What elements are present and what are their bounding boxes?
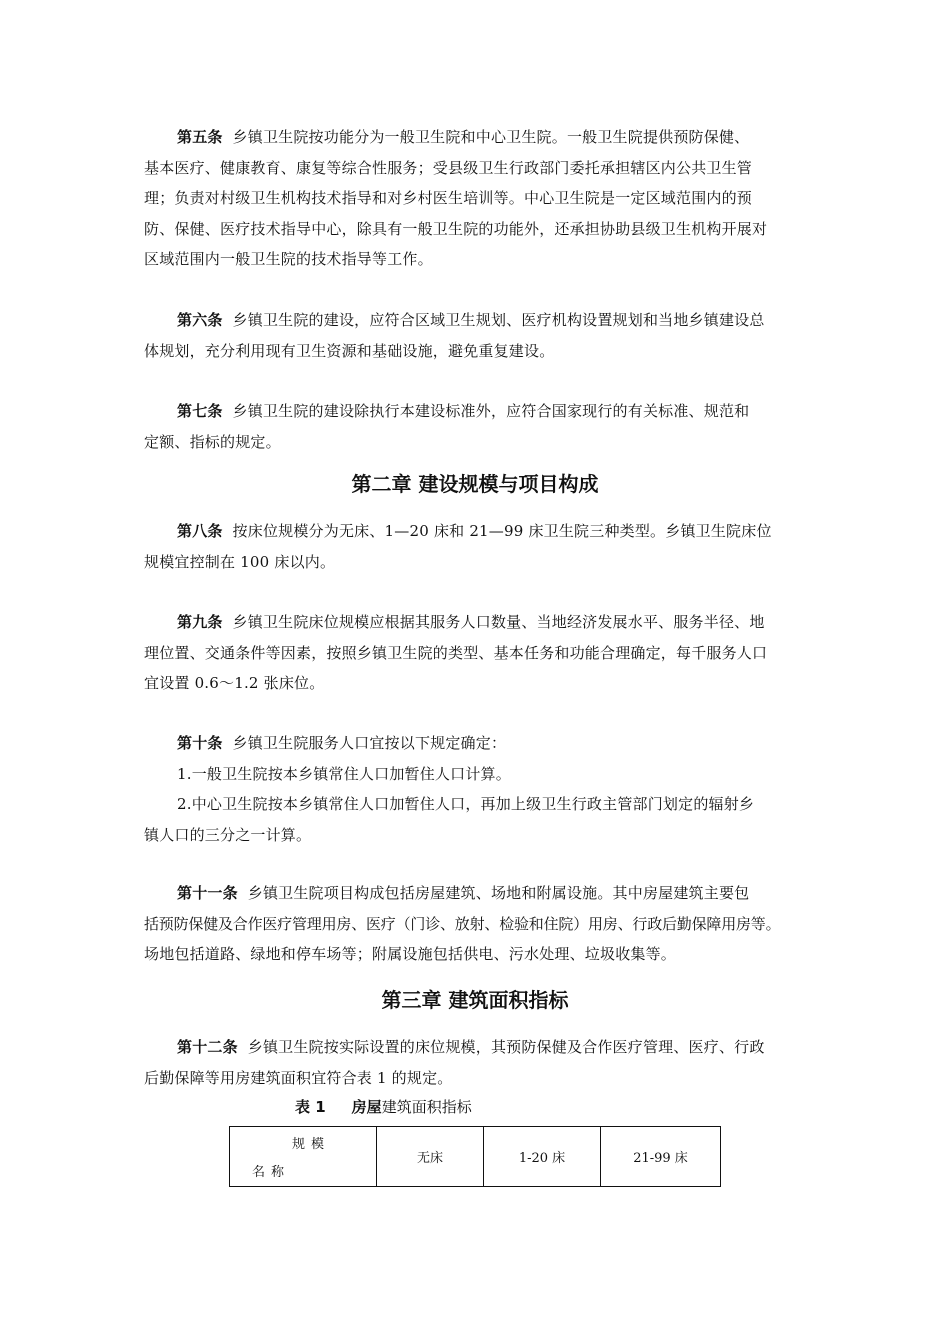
article-10-title: 第十条 [177, 734, 223, 752]
article-11-line-3: 场地包括道路、绿地和停车场等；附属设施包括供电、污水处理、垃圾收集等。 [144, 945, 677, 963]
column-no-bed: 无床 [377, 1127, 484, 1187]
article-10-tail: 镇人口的三分之一计算。 [144, 825, 312, 844]
header-scale-label: 规模 [292, 1137, 331, 1152]
article-10-line-1: 乡镇卫生院服务人口宜按以下规定确定： [232, 734, 507, 752]
article-11-title: 第十一条 [177, 884, 238, 902]
article-9-title: 第九条 [177, 613, 223, 631]
article-8-title: 第八条 [177, 522, 223, 540]
article-11-line-2: 括预防保健及合作医疗管理用房、医疗（门诊、放射、检验和住院）用房、行政后勤保障用房等。 [144, 914, 781, 933]
article-12 [144, 1032, 820, 1093]
article-10 [144, 728, 820, 850]
table-1-caption [295, 1096, 472, 1117]
table-1 [229, 1126, 721, 1187]
table-1-name-bold: 房屋 [351, 1098, 382, 1116]
article-7-line-2: 定额、指标的规定。 [144, 432, 281, 451]
column-21-99-beds: 21-99 床 [601, 1127, 721, 1187]
article-11-line-1: 乡镇卫生院项目构成包括房屋建筑、场地和附属设施。其中房屋建筑主要包 [247, 884, 750, 902]
article-7 [144, 396, 820, 457]
article-5-line-3: 理；负责对村级卫生机构技术指导和对乡村医生培训等。中心卫生院是一定区域范围内的预 [144, 189, 753, 207]
article-7-title: 第七条 [177, 402, 223, 420]
article-9-line-2: 理位置、交通条件等因素，按照乡镇卫生院的类型、基本任务和功能合理确定，每千服务人口 [144, 643, 768, 662]
header-name-label: 名称 [252, 1165, 291, 1180]
article-8-line-2: 规模宜控制在 100 床以内。 [144, 552, 336, 571]
article-9-line-3: 宜设置 0.6～1.2 张床位。 [144, 674, 325, 692]
article-8-line-1: 按床位规模分为无床、1—20 床和 21—99 床卫生院三种类型。乡镇卫生院床位 [232, 522, 772, 540]
article-12-title: 第十二条 [177, 1038, 238, 1056]
table-1-name-rest: 建筑面积指标 [381, 1098, 472, 1116]
article-5-line-1: 乡镇卫生院按功能分为一般卫生院和中心卫生院。一般卫生院提供预防保健、 [232, 128, 750, 146]
chapter-2-heading: 第二章 建设规模与项目构成 [351, 472, 599, 496]
article-9 [144, 607, 820, 699]
article-12-line-1: 乡镇卫生院按实际设置的床位规模，其预防保健及合作医疗管理、医疗、行政 [247, 1038, 765, 1056]
article-5-line-5: 区域范围内一般卫生院的技术指导等工作。 [144, 250, 433, 268]
table-diagonal-header [230, 1127, 377, 1187]
article-5-line-4: 防、保健、医疗技术指导中心，除具有一般卫生院的功能外，还承担协助县级卫生机构开展对 [144, 219, 768, 238]
article-12-line-2: 后勤保障等用房建筑面积宜符合表 1 的规定。 [144, 1068, 453, 1087]
article-5 [144, 122, 820, 275]
chapter-3-heading: 第三章 建筑面积指标 [381, 988, 569, 1012]
article-11 [144, 878, 820, 970]
article-6-title: 第六条 [177, 311, 223, 329]
table-1-number: 表 1 [295, 1098, 326, 1116]
article-5-line-2: 基本医疗、健康教育、康复等综合性服务；受县级卫生行政部门委托承担辖区内公共卫生管 [144, 158, 753, 177]
article-7-line-1: 乡镇卫生院的建设除执行本建设标准外，应符合国家现行的有关标准、规范和 [232, 402, 750, 420]
table-header-row [230, 1127, 721, 1187]
article-10-item-1: 1.一般卫生院按本乡镇常住人口加暂住人口计算。 [177, 764, 511, 783]
article-10-item-2: 2.中心卫生院按本乡镇常住人口加暂住人口，再加上级卫生行政主管部门划定的辐射乡 [177, 795, 755, 813]
article-6-line-2: 体规划，充分利用现有卫生资源和基础设施，避免重复建设。 [144, 341, 555, 360]
article-9-line-1: 乡镇卫生院床位规模应根据其服务人口数量、当地经济发展水平、服务半径、地 [232, 613, 765, 631]
article-6 [144, 305, 820, 366]
article-8 [144, 516, 820, 577]
article-6-line-1: 乡镇卫生院的建设，应符合区域卫生规划、医疗机构设置规划和当地乡镇建设总 [232, 311, 765, 329]
article-5-title: 第五条 [177, 128, 223, 146]
column-1-20-beds: 1-20 床 [484, 1127, 601, 1187]
